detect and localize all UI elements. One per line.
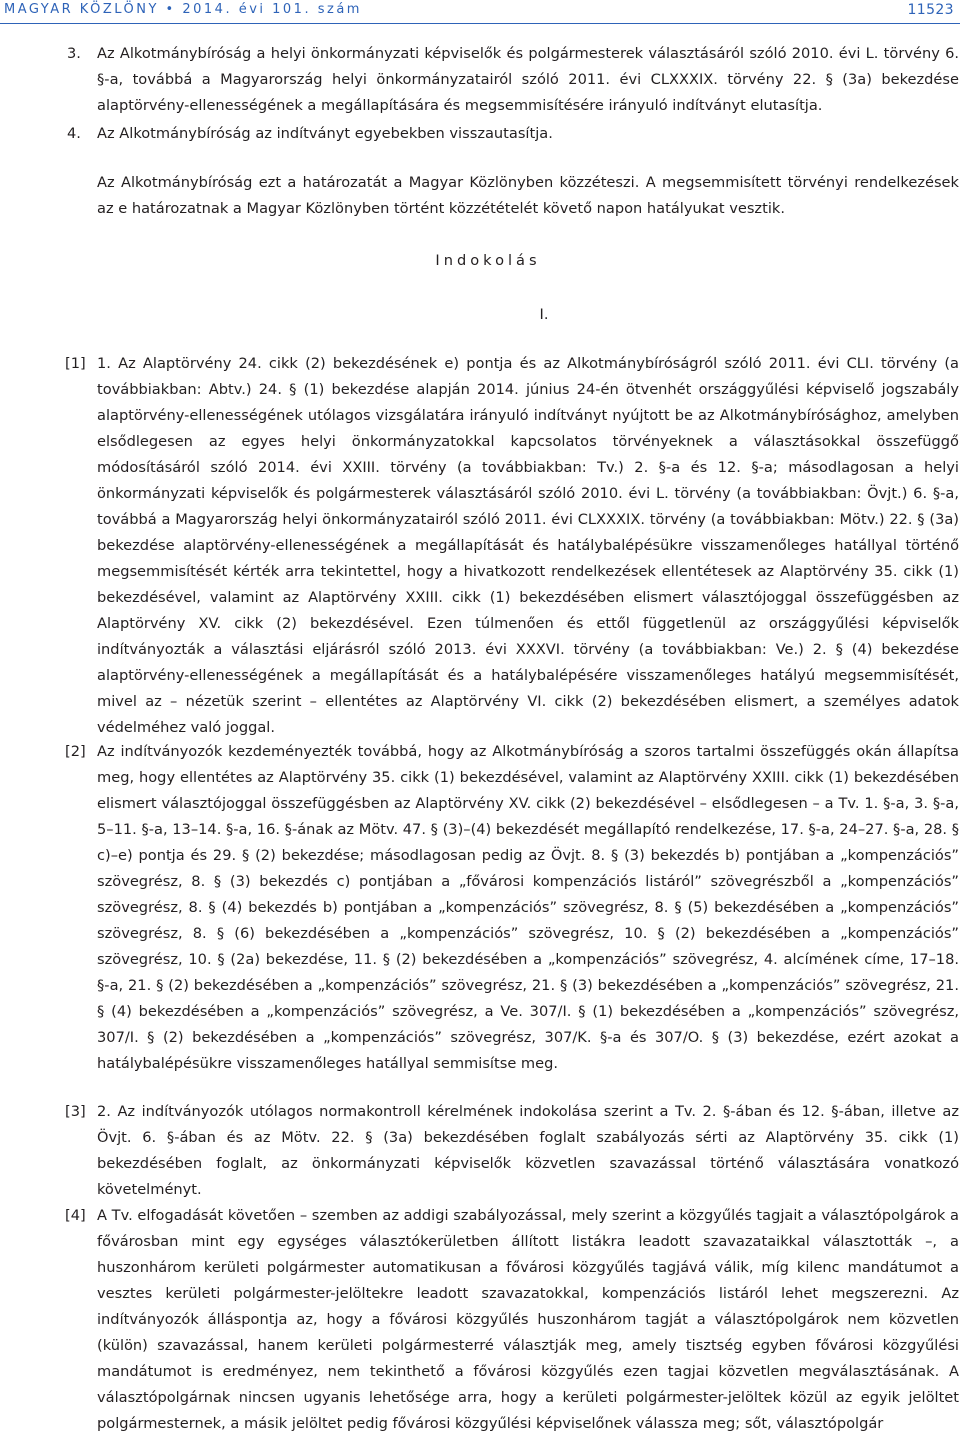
page-header xyxy=(0,0,960,24)
numbered-item-3 xyxy=(67,41,959,119)
item-text: Az Alkotmánybíróság az indítványt egyebekben visszautasítja. xyxy=(97,125,553,142)
paragraph-text: A Tv. elfogadását követően – szemben az addigi szabályozással, mely szerint a közgyűlés tagjait a választópolgárok a fővárosban mint egy egységes választókerületben állított listákra leadott szavazataikkal választották –, a huszonhárom kerületi polgármester automatikusan a fővárosi közgyűlés tagjává válik, míg kilenc mandátumot a vesztes kerületi polgármester-jelöltekre leadott szavazatokkal, kompenzációs listáról lehet megszerezni. Az indítványozók álláspontja az, hogy a fővárosi közgyűlés huszonhárom tagját a választópolgárok nem közvetlen (külön) szavazással, hanem kerületi polgármesterré választják meg, amely tisztség egyben fővárosi közgyűlési mandátumot is eredményez, nem tekinthető a fővárosi közgyűlés ezen tagjai közvetlen megválasztásának. A választópolgárnak nincsen ugyanis lehetősége arra, hogy a kerületi polgármester-jelöltek közül az egyik jelöltet polgármesternek, a másik jelöltet pedig fővárosi közgyűlési képviselőnek válassza meg; sőt, választópolgár xyxy=(97,1207,959,1432)
paragraph-marker: [3] xyxy=(65,1103,86,1120)
paragraph-marker: [4] xyxy=(65,1207,86,1224)
paragraph-text: 1. Az Alaptörvény 24. cikk (2) bekezdésének e) pontja és az Alkotmánybíróságról szóló 2011. évi CLI. törvény (a továbbiakban: Abtv.) 24. § (1) bekezdése alapján 2014. június 24-én ötvenhét országgyűlési képviselő jogszabály alaptörvény-ellenességének utólagos vizsgálatára irányuló indítványt nyújtott be az Alkotmánybírósághoz, amelyben elsődlegesen az egyes helyi önkormányzatokkal kapcsolatos törvényeknek a választásokkal összefüggő módosításáról szóló 2014. évi XXIII. törvény (a továbbiakban: Tv.) 2. §-a és 12. §-a; másodlagosan a helyi önkormányzati képviselők és polgármesterek választásáról szóló 2010. évi L. törvény (a továbbiakban: Övjt.) 6. §-a, továbbá a Magyarország helyi önkormányzatairól szóló 2011. évi CLXXXIX. törvény (a továbbiakban: Mötv.) 22. § (3a) bekezdése alaptörvény-ellenességének a megállapítását és hatálybalépésükre visszamenőleges hatállyal történő megsemmisítését kérték arra tekintettel, hogy a hivatkozott rendelkezések ellentétesek az Alaptörvény 35. cikk (1) bekezdésével, valamint az Alaptörvény XXIII. cikk (1) bekezdésében elismert választójoggal összefüggésben az Alaptörvény XV. cikk (2) bekezdésével. Ezen túlmenően és ettől függetlenül az országgyűlési képviselők indítványozták a választási eljárásról szóló 2013. évi XXXVI. törvény (a továbbiakban: Ve.) 2. § (4) bekezdése alaptörvény-ellenességének a megállapítását és a hatálybalépésére visszamenőleges hatályú megsemmisítését, mivel az – nézetük szerint – ellentétes az Alaptörvény VI. cikk (2) bekezdésében elismert, a személyes adatok védelméhez való joggal. xyxy=(97,355,959,736)
item-text: Az Alkotmánybíróság a helyi önkormányzati képviselők és polgármesterek választásáról szóló 2010. évi L. törvény 6. §-a, továbbá a Magyarország helyi önkormányzatairól szóló 2011. évi CLXXXIX. törvény 22. § (3a) bekezdése alaptörvény-ellenességének a megállapítására és megsemmisítésére irányuló indítványt elutasítja. xyxy=(97,45,959,114)
paragraph-text: Az indítványozók kezdeményezték továbbá, hogy az Alkotmánybíróság a szoros tartalmi összefüggés okán állapítsa meg, hogy ellentétes az Alaptörvény 35. cikk (1) bekezdésével, valamint az Alaptörvény XXIII. cikk (1) bekezdésében elismert választójoggal összefüggésben az Alaptörvény XV. cikk (2) bekezdésével – elsődlegesen – a Tv. 1. §-a, 3. §-a, 5–11. §-a, 13–14. §-a, 16. §-ának az Mötv. 47. § (3)–(4) bekezdését megállapító rendelkezése, 17. §-a, 24–27. §-a, 28. § c)–e) pontja és 29. § (2) bekezdése; másodlagosan pedig az Övjt. 8. § (3) bekezdés b) pontjában a „kompenzációs” szövegrész, 8. § (3) bekezdés c) pontjában a „fővárosi kompenzációs listáról” szövegrészből a „kompenzációs” szövegrész, 8. § (4) bekezdés b) pontjában a „kompenzációs” szövegrész, 8. § (5) bekezdésében a „kompenzációs” szövegrész, 8. § (6) bekezdésében a „kompenzációs” szövegrész, 10. § (2) bekezdésében a „kompenzációs” szövegrész, 10. § (2a) bekezdése, 11. § (2) bekezdésében a „kompenzációs” szövegrész, 4. alcímének címe, 17–18. §-a, 21. § (2) bekezdésében a „kompenzációs” szövegrész, 21. § (3) bekezdésében a „kompenzációs” szövegrész, 21. § (4) bekezdésében a „kompenzációs” szövegrész, a Ve. 307/I. § (1) bekezdésében a „kompenzációs” szövegrész, 307/I. § (2) bekezdésében a „kompenzációs” szövegrész, 307/K. §-a és 307/O. § (3) bekezdése, ezért azokat a hatálybalépésükre visszamenőleges hatállyal semmisítse meg. xyxy=(97,743,959,1072)
publication-statement: Az Alkotmánybíróság ezt a határozatát a Magyar Közlönyben közzéteszi. A megsemmisített törvényi rendelkezések az e határozatnak a Magyar Közlönyben történt közzétételét követő napon hatályukat vesztik. xyxy=(97,174,959,217)
paragraph-text: 2. Az indítványozók utólagos normakontroll kérelmének indokolása szerint a Tv. 2. §-ában és 12. §-ában, illetve az Övjt. 6. §-ában és az Mötv. 22. § (3a) bekezdésében foglalt szabályozás sérti az Alaptörvény 35. cikk (1) bekezdésében foglalt, az önkormányzati képviselők közvetlen szavazással történő választására vonatkozó követelményt. xyxy=(97,1103,959,1198)
header-title: MAGYAR KÖZLÖNY • 2014. évi 101. szám xyxy=(4,2,362,17)
item-number: 4. xyxy=(67,125,81,142)
paragraph-marker: [1] xyxy=(65,355,86,372)
page-number: 11523 xyxy=(907,2,954,18)
header-rule xyxy=(0,23,960,24)
section-title: Indokolás xyxy=(435,252,541,269)
item-number: 3. xyxy=(67,45,81,62)
paragraph-marker: [2] xyxy=(65,743,86,760)
section-number: I. xyxy=(539,306,549,323)
numbered-item-4 xyxy=(67,121,959,147)
